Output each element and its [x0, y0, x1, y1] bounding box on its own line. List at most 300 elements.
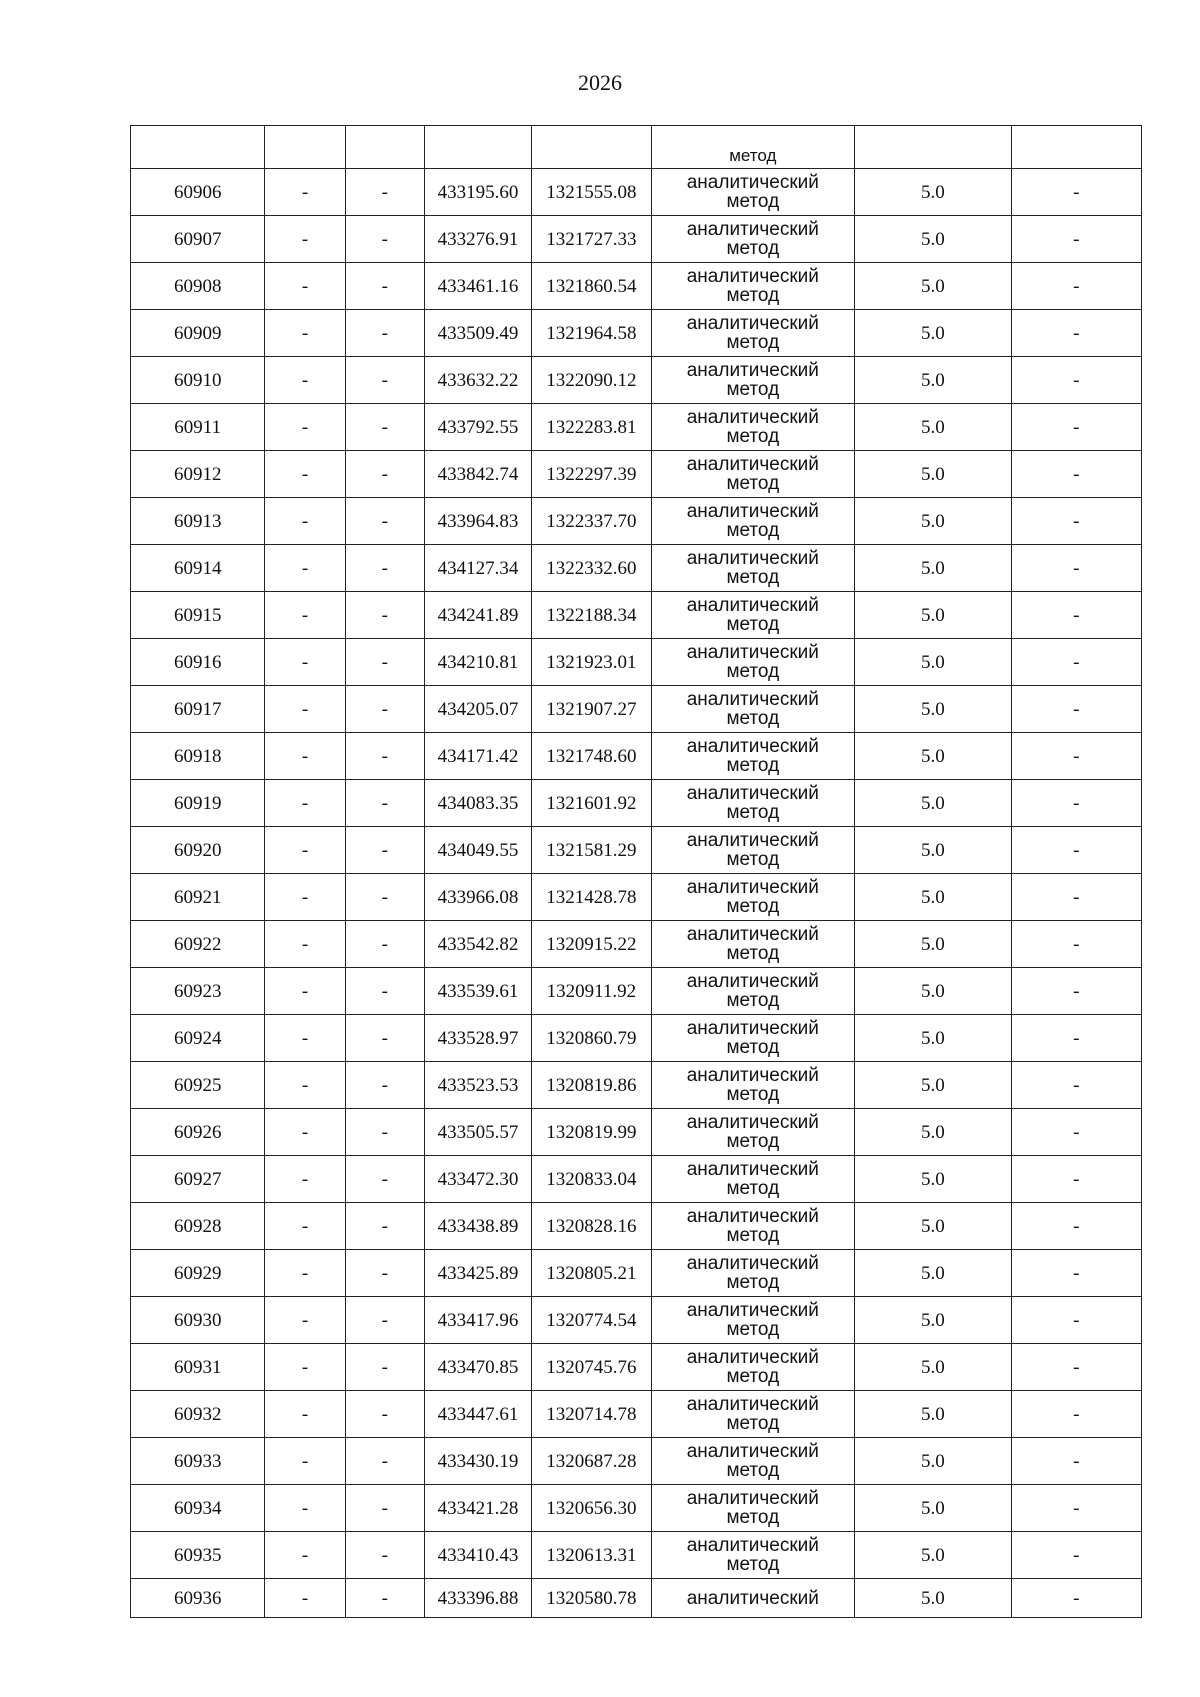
cell-note: - [1011, 1297, 1141, 1344]
cell-precision: 5.0 [855, 968, 1011, 1015]
cell-note: - [1011, 1156, 1141, 1203]
cell-a: - [265, 310, 345, 357]
cell-precision: 5.0 [855, 1062, 1011, 1109]
method-line-2: метод [726, 520, 780, 541]
cell-b: - [345, 451, 424, 498]
cell-x: 433438.89 [424, 1203, 531, 1250]
cell-x: 433396.88 [424, 1579, 531, 1618]
cell-id: 60914 [131, 545, 265, 592]
method-line-1: аналитический [686, 1018, 819, 1039]
table-row [131, 1156, 1142, 1203]
cell-method [651, 545, 855, 592]
table-row [131, 968, 1142, 1015]
table-row [131, 451, 1142, 498]
method-line-1: аналитический [686, 501, 819, 522]
cell-id: 60924 [131, 1015, 265, 1062]
cell-a: - [265, 1156, 345, 1203]
cell-a: - [265, 1062, 345, 1109]
table-row-continued [131, 126, 1142, 169]
cell-id: 60912 [131, 451, 265, 498]
cell-id: 60928 [131, 1203, 265, 1250]
cell-id: 60919 [131, 780, 265, 827]
cell-b: - [345, 1297, 424, 1344]
cell-note: - [1011, 1485, 1141, 1532]
table-row [131, 921, 1142, 968]
cell-y: 1320911.92 [532, 968, 651, 1015]
cell-y: 1320915.22 [532, 921, 651, 968]
cell-y: 1321748.60 [532, 733, 651, 780]
cell-a: - [265, 1391, 345, 1438]
method-line-2: метод [726, 285, 780, 306]
cell-x: 433509.49 [424, 310, 531, 357]
cell-id: 60915 [131, 592, 265, 639]
cell-b: - [345, 1109, 424, 1156]
cell-precision: 5.0 [855, 733, 1011, 780]
cell-id: 60935 [131, 1532, 265, 1579]
cell-id: 60907 [131, 216, 265, 263]
cell-method [651, 1062, 855, 1109]
cell-b: - [345, 1344, 424, 1391]
cell-x: 433447.61 [424, 1391, 531, 1438]
method-line-1: аналитический [686, 219, 819, 240]
cell-id: 60910 [131, 357, 265, 404]
method-line-2: метод [726, 708, 780, 729]
cell-precision: 5.0 [855, 216, 1011, 263]
cell-a: - [265, 1532, 345, 1579]
cell-note: - [1011, 1579, 1141, 1618]
method-line-2: метод [726, 802, 780, 823]
cell-y: 1322332.60 [532, 545, 651, 592]
cell-note [1011, 126, 1141, 169]
cell-id: 60920 [131, 827, 265, 874]
cell-y: 1320805.21 [532, 1250, 651, 1297]
cell-y: 1320819.86 [532, 1062, 651, 1109]
cell-a: - [265, 169, 345, 216]
cell-id: 60923 [131, 968, 265, 1015]
cell-id: 60913 [131, 498, 265, 545]
cell-y: 1320833.04 [532, 1156, 651, 1203]
method-line-1: аналитический [686, 689, 819, 710]
cell-id: 60918 [131, 733, 265, 780]
method-line-2: метод [726, 1507, 780, 1528]
cell-y: 1320774.54 [532, 1297, 651, 1344]
method-line-1: аналитический [686, 313, 819, 334]
cell-x: 433461.16 [424, 263, 531, 310]
cell-y: 1321555.08 [532, 169, 651, 216]
cell-b: - [345, 404, 424, 451]
table-row [131, 827, 1142, 874]
table-row [131, 1250, 1142, 1297]
cell-method [651, 404, 855, 451]
cell-y: 1321601.92 [532, 780, 651, 827]
cell-note: - [1011, 1109, 1141, 1156]
cell-x: 433542.82 [424, 921, 531, 968]
cell-y [532, 126, 651, 169]
table-row [131, 1438, 1142, 1485]
cell-note: - [1011, 545, 1141, 592]
method-line-1: аналитический [686, 548, 819, 569]
method-line-2: метод [726, 849, 780, 870]
cell-x: 433472.30 [424, 1156, 531, 1203]
cell-y: 1322337.70 [532, 498, 651, 545]
cell-note: - [1011, 357, 1141, 404]
table-row [131, 1532, 1142, 1579]
cell-method [651, 874, 855, 921]
cell-b: - [345, 545, 424, 592]
cell-id: 60930 [131, 1297, 265, 1344]
table-row [131, 1015, 1142, 1062]
method-line-1: аналитический [686, 1112, 819, 1133]
method-line-1: аналитический [686, 1441, 819, 1462]
cell-note: - [1011, 263, 1141, 310]
cell-b: - [345, 1250, 424, 1297]
cell-note: - [1011, 216, 1141, 263]
method-line-1: аналитический [686, 1065, 819, 1086]
table-row-last [131, 1579, 1142, 1618]
method-line-2: метод [726, 567, 780, 588]
cell-precision: 5.0 [855, 827, 1011, 874]
method-line-1: аналитический [686, 1159, 819, 1180]
cell-y: 1320580.78 [532, 1579, 651, 1618]
table-row [131, 1297, 1142, 1344]
cell-id: 60933 [131, 1438, 265, 1485]
method-line-2: метод [726, 426, 780, 447]
cell-y: 1320687.28 [532, 1438, 651, 1485]
table-row [131, 1062, 1142, 1109]
method-line-2: метод [726, 755, 780, 776]
cell-method: аналитический [651, 1579, 855, 1618]
cell-b: - [345, 686, 424, 733]
cell-x: 434049.55 [424, 827, 531, 874]
cell-method [651, 921, 855, 968]
cell-method [651, 1485, 855, 1532]
table-row [131, 498, 1142, 545]
cell-b: - [345, 780, 424, 827]
cell-x: 433528.97 [424, 1015, 531, 1062]
cell-note: - [1011, 827, 1141, 874]
cell-method [651, 1391, 855, 1438]
cell-y: 1320613.31 [532, 1532, 651, 1579]
cell-id: 60936 [131, 1579, 265, 1618]
cell-b: - [345, 592, 424, 639]
cell-a: - [265, 874, 345, 921]
cell-x: 434205.07 [424, 686, 531, 733]
cell-note: - [1011, 310, 1141, 357]
cell-method [651, 592, 855, 639]
method-line-2: метод [726, 332, 780, 353]
cell-method [651, 780, 855, 827]
method-line-1: аналитический [686, 736, 819, 757]
method-line-1: аналитический [686, 1253, 819, 1274]
cell-x: 433421.28 [424, 1485, 531, 1532]
cell-b: - [345, 1062, 424, 1109]
cell-a: - [265, 216, 345, 263]
cell-precision: 5.0 [855, 1156, 1011, 1203]
table-row [131, 733, 1142, 780]
cell-x: 433842.74 [424, 451, 531, 498]
cell-a: - [265, 1250, 345, 1297]
method-line-2: метод [726, 1319, 780, 1340]
cell-a: - [265, 451, 345, 498]
cell-precision: 5.0 [855, 310, 1011, 357]
method-line-1: аналитический [686, 595, 819, 616]
cell-precision: 5.0 [855, 639, 1011, 686]
cell-method [651, 263, 855, 310]
table-row [131, 592, 1142, 639]
method-line-1: аналитический [686, 877, 819, 898]
cell-note: - [1011, 592, 1141, 639]
table-row [131, 310, 1142, 357]
method-line-2: метод [726, 1084, 780, 1105]
cell-a: - [265, 968, 345, 1015]
cell-y: 1321428.78 [532, 874, 651, 921]
table-row [131, 686, 1142, 733]
method-line-2: метод [726, 1272, 780, 1293]
cell-b: - [345, 1391, 424, 1438]
cell-method [651, 1109, 855, 1156]
cell-precision [855, 126, 1011, 169]
cell-note: - [1011, 404, 1141, 451]
cell-method [651, 827, 855, 874]
cell-note: - [1011, 1250, 1141, 1297]
table-row [131, 216, 1142, 263]
cell-precision: 5.0 [855, 780, 1011, 827]
cell-b: - [345, 498, 424, 545]
cell-b: - [345, 1203, 424, 1250]
cell-a: - [265, 592, 345, 639]
cell-b: - [345, 874, 424, 921]
cell-y: 1322283.81 [532, 404, 651, 451]
cell-note: - [1011, 1062, 1141, 1109]
table-row [131, 404, 1142, 451]
cell-x: 434210.81 [424, 639, 531, 686]
cell-method [651, 1344, 855, 1391]
cell-a: - [265, 1438, 345, 1485]
method-line-2: метод [726, 614, 780, 635]
cell-b: - [345, 639, 424, 686]
cell-note: - [1011, 1438, 1141, 1485]
cell-method [651, 733, 855, 780]
cell-x: 433792.55 [424, 404, 531, 451]
cell-id: 60929 [131, 1250, 265, 1297]
cell-note: - [1011, 921, 1141, 968]
cell-id: 60925 [131, 1062, 265, 1109]
cell-precision: 5.0 [855, 404, 1011, 451]
cell-a: - [265, 780, 345, 827]
method-line-1: аналитический [686, 1300, 819, 1321]
cell-precision: 5.0 [855, 169, 1011, 216]
cell-b [345, 126, 424, 169]
cell-x: 433523.53 [424, 1062, 531, 1109]
cell-precision: 5.0 [855, 1391, 1011, 1438]
cell-note: - [1011, 733, 1141, 780]
cell-a: - [265, 827, 345, 874]
cell-a: - [265, 404, 345, 451]
cell-y: 1322188.34 [532, 592, 651, 639]
table-row [131, 1344, 1142, 1391]
method-line-1: аналитический [686, 172, 819, 193]
cell-b: - [345, 1156, 424, 1203]
table-row [131, 545, 1142, 592]
cell-b: - [345, 1015, 424, 1062]
cell-method [651, 451, 855, 498]
cell-a: - [265, 1203, 345, 1250]
method-line-1: аналитический [686, 783, 819, 804]
method-line-1: аналитический [686, 1347, 819, 1368]
table-row [131, 780, 1142, 827]
cell-a: - [265, 686, 345, 733]
cell-note: - [1011, 686, 1141, 733]
cell-note: - [1011, 780, 1141, 827]
cell-x: 434171.42 [424, 733, 531, 780]
cell-precision: 5.0 [855, 498, 1011, 545]
cell-a: - [265, 1015, 345, 1062]
cell-precision: 5.0 [855, 263, 1011, 310]
cell-x: 433425.89 [424, 1250, 531, 1297]
cell-precision: 5.0 [855, 1203, 1011, 1250]
cell-precision: 5.0 [855, 1250, 1011, 1297]
cell-x: 433410.43 [424, 1532, 531, 1579]
cell-x: 433539.61 [424, 968, 531, 1015]
cell-y: 1321923.01 [532, 639, 651, 686]
cell-b: - [345, 1579, 424, 1618]
cell-x: 434241.89 [424, 592, 531, 639]
method-line-2: метод [726, 1178, 780, 1199]
cell-x: 433632.22 [424, 357, 531, 404]
table-row [131, 1485, 1142, 1532]
table-row [131, 357, 1142, 404]
method-line-2: метод [726, 1037, 780, 1058]
cell-precision: 5.0 [855, 1485, 1011, 1532]
method-line-1: аналитический [686, 924, 819, 945]
cell-note: - [1011, 639, 1141, 686]
cell-y: 1320714.78 [532, 1391, 651, 1438]
cell-x [424, 126, 531, 169]
cell-precision: 5.0 [855, 686, 1011, 733]
cell-note: - [1011, 169, 1141, 216]
cell-y: 1320745.76 [532, 1344, 651, 1391]
cell-method [651, 968, 855, 1015]
cell-id: 60934 [131, 1485, 265, 1532]
cell-y: 1321860.54 [532, 263, 651, 310]
cell-b: - [345, 169, 424, 216]
cell-a: - [265, 1297, 345, 1344]
page-number: 2026 [578, 70, 622, 95]
method-line-1: аналитический [686, 360, 819, 381]
cell-a: - [265, 1579, 345, 1618]
cell-id: 60927 [131, 1156, 265, 1203]
cell-id: 60917 [131, 686, 265, 733]
method-line-2: метод [726, 1413, 780, 1434]
cell-id: 60909 [131, 310, 265, 357]
cell-id: 60922 [131, 921, 265, 968]
method-line-1: аналитический [686, 971, 819, 992]
cell-x: 433430.19 [424, 1438, 531, 1485]
cell-b: - [345, 968, 424, 1015]
cell-note: - [1011, 1015, 1141, 1062]
method-line-2: метод [726, 238, 780, 259]
cell-a [265, 126, 345, 169]
cell-y: 1320860.79 [532, 1015, 651, 1062]
method-line-1: аналитический [686, 1535, 819, 1556]
cell-note: - [1011, 1391, 1141, 1438]
cell-note: - [1011, 1344, 1141, 1391]
cell-method [651, 1438, 855, 1485]
cell-precision: 5.0 [855, 357, 1011, 404]
cell-method [651, 1203, 855, 1250]
cell-a: - [265, 498, 345, 545]
cell-y: 1322090.12 [532, 357, 651, 404]
cell-id: 60932 [131, 1391, 265, 1438]
cell-a: - [265, 639, 345, 686]
method-line-2: метод [726, 1460, 780, 1481]
cell-a: - [265, 1485, 345, 1532]
method-line-1: аналитический [686, 642, 819, 663]
coordinates-table [130, 125, 1142, 1618]
cell-precision: 5.0 [855, 1579, 1011, 1618]
cell-y: 1321907.27 [532, 686, 651, 733]
cell-b: - [345, 827, 424, 874]
cell-precision: 5.0 [855, 1297, 1011, 1344]
method-line-2: метод [726, 379, 780, 400]
cell-x: 434083.35 [424, 780, 531, 827]
method-line-2: метод [726, 943, 780, 964]
cell-id: 60911 [131, 404, 265, 451]
cell-id: 60926 [131, 1109, 265, 1156]
cell-a: - [265, 1109, 345, 1156]
cell-id: 60916 [131, 639, 265, 686]
method-line-1: аналитический [686, 1488, 819, 1509]
cell-y: 1320656.30 [532, 1485, 651, 1532]
table-row [131, 639, 1142, 686]
method-line-2: метод [726, 191, 780, 212]
cell-y: 1320828.16 [532, 1203, 651, 1250]
table-row [131, 1391, 1142, 1438]
cell-id [131, 126, 265, 169]
cell-a: - [265, 1344, 345, 1391]
cell-y: 1321727.33 [532, 216, 651, 263]
cell-precision: 5.0 [855, 1344, 1011, 1391]
cell-a: - [265, 263, 345, 310]
method-line-1: аналитический [686, 1206, 819, 1227]
cell-precision: 5.0 [855, 451, 1011, 498]
method-line-2: метод [726, 1131, 780, 1152]
cell-method [651, 1156, 855, 1203]
cell-method [651, 216, 855, 263]
cell-b: - [345, 733, 424, 780]
cell-b: - [345, 357, 424, 404]
cell-b: - [345, 1532, 424, 1579]
method-line-1: аналитический [686, 266, 819, 287]
cell-id: 60908 [131, 263, 265, 310]
cell-note: - [1011, 968, 1141, 1015]
method-line-1: аналитический [686, 454, 819, 475]
cell-x: 433276.91 [424, 216, 531, 263]
cell-method [651, 1297, 855, 1344]
cell-b: - [345, 310, 424, 357]
cell-note: - [1011, 498, 1141, 545]
cell-x: 433470.85 [424, 1344, 531, 1391]
cell-precision: 5.0 [855, 1532, 1011, 1579]
cell-method [651, 169, 855, 216]
cell-note: - [1011, 874, 1141, 921]
cell-precision: 5.0 [855, 1015, 1011, 1062]
cell-note: - [1011, 1532, 1141, 1579]
cell-x: 433195.60 [424, 169, 531, 216]
cell-method [651, 357, 855, 404]
cell-id: 60921 [131, 874, 265, 921]
cell-method [651, 1532, 855, 1579]
